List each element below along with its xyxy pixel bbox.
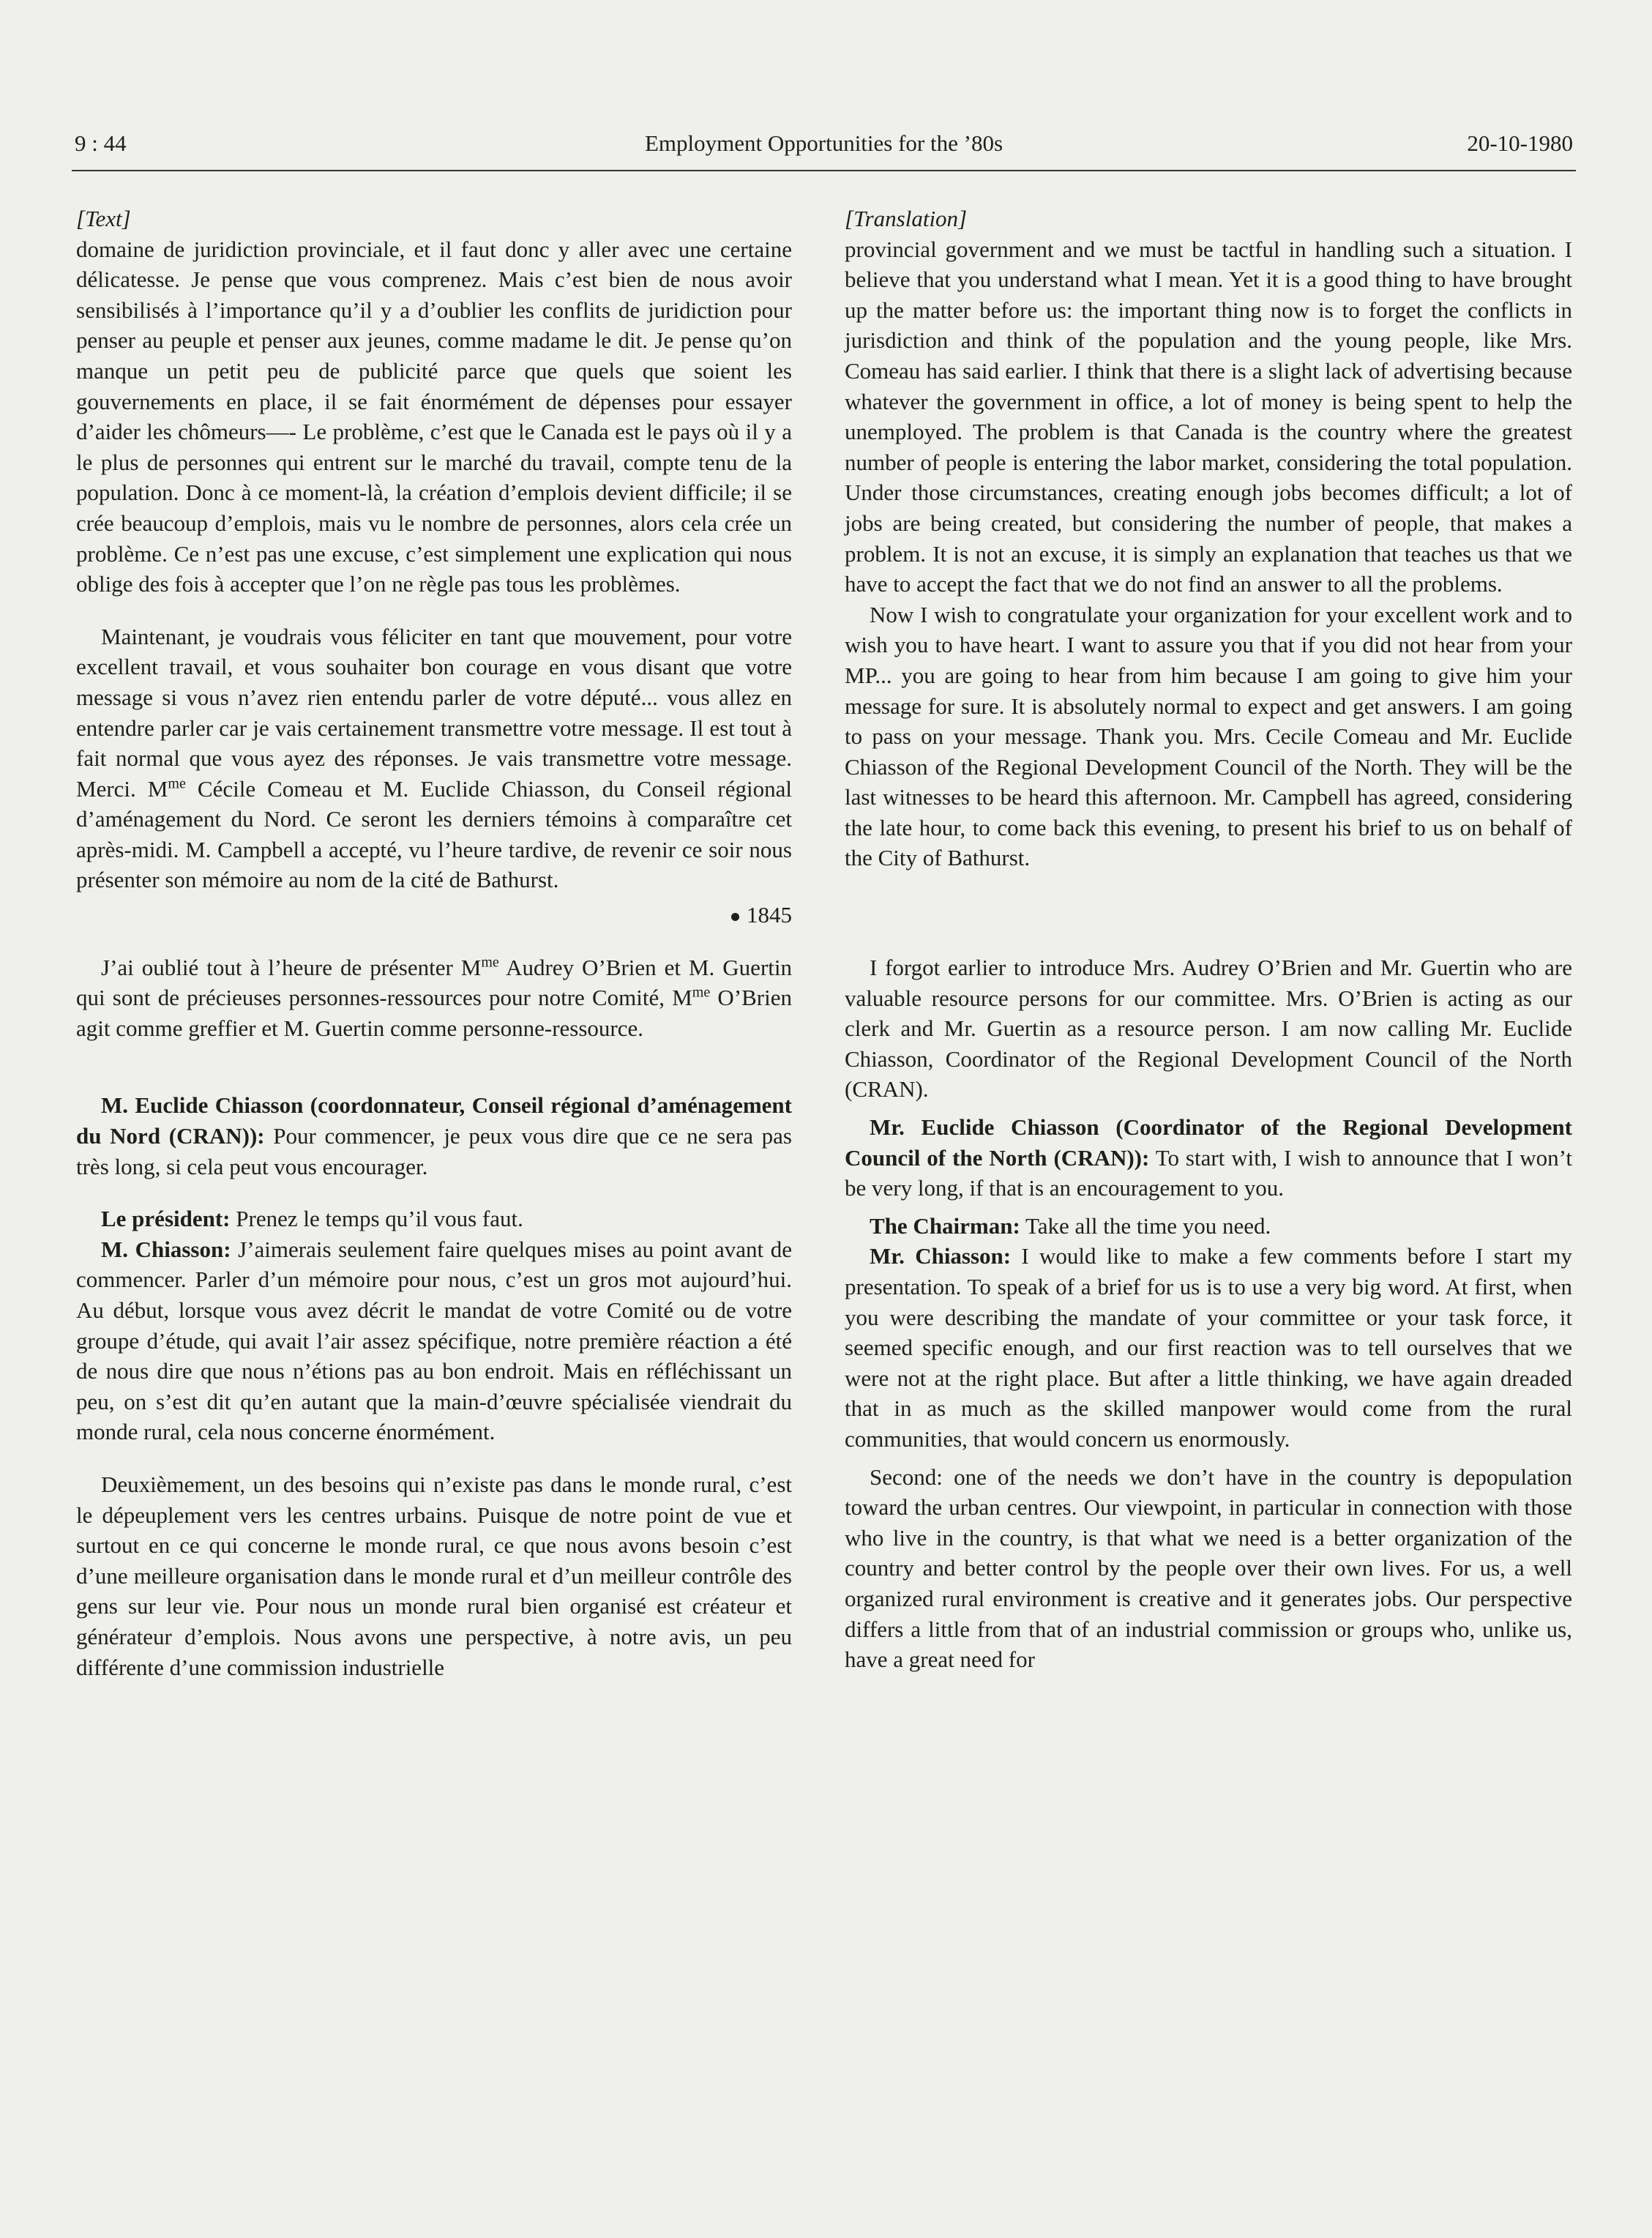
page-number: 9 : 44	[75, 130, 127, 156]
paragraph: provincial government and we must be tactful in handling such a situation. I believe that you understand what I mean. Yet it is a good thing to have brought up the matter before us: the important thing now is to forget the conflicts in jurisdiction and think of the population and the young people, like Mrs. Comeau has said earlier. I think that there is a slight lack of advertising because whatever the government in office, a lot of money is being spent to help the unemployed. The problem is that Canada is the country where the greatest number of people is entering the labor market, considering the total population. Under those circumstances, creating enough jobs becomes difficult; a lot of jobs are being created, but considering the number of people, that makes a problem. It is not an excuse, it is simply an explanation that teaches us that we have to accept the fact that we do not find an answer to all the problems.	[845, 236, 1572, 597]
paragraph: domaine de juridiction provinciale, et il faut donc y aller avec une certaine délicatesse. Je pense que vous comprenez. Mais c’est bien de nous avoir sensibilisés à l’importance qu’il y a d’oublier les conflits de juridiction pour penser au peuple et penser aux jeunes, comme madame le dit. Je pense qu’on manque un petit peu de publicité parce que quels que soient les gouvernements en place, il se fait énormément de dépenses pour essayer d’aider les chômeurs—- Le problème, c’est que le Canada est le pays où il y a le plus de personnes qui entrent sur le marché du travail, compte tenu de la population. Donc à ce moment-là, la création d’emplois devient difficile; il se crée beaucoup d’emplois, mais vu le nombre de personnes, alors cela crée un problème. Ce n’est pas une excuse, c’est simplement une explication qui nous oblige des fois à accepter que l’on ne règle pas tous les problèmes.	[76, 236, 792, 597]
speaker-name: The Chairman:	[870, 1212, 1020, 1239]
speaker-name: Le président:	[101, 1206, 231, 1232]
running-title: Employment Opportunities for the ’80s	[644, 130, 1003, 156]
text-label: [Text]	[76, 206, 131, 231]
speaker-name: M. Chiasson:	[101, 1236, 231, 1262]
speaker-name: Mr. Chiasson:	[870, 1243, 1012, 1269]
paragraph: Maintenant, je voudrais vous féliciter en tant que mouvement, pour votre excellent travail, et vous souhaiter bon courage en vous disant que votre message si vous n’avez rien entendu parler de votre député... vous allez en entendre parler car je vais certainement transmettre votre message. Il est tout à fait normal que vous ayez des réponses. Je vais transmettre votre message. Merci. $M^{me}$ Cécile Comeau et M. Euclide Chiasson, du Conseil régional d’aménagement du Nord. Ce seront les derniers témoins à comparaître cet après-midi. M. Campbell a accepté, vu l’heure tardive, de revenir ce soir nous présenter son mémoire au nom de la cité de Bathurst.	[76, 623, 792, 893]
speaker-name: M. Euclide Chiasson (coordonnateur, Conseil régional d’aménagement du Nord (CRAN)):	[76, 1092, 792, 1149]
speaker-paragraph: Le président: Prenez le temps qu’il vous faut.	[101, 1206, 523, 1232]
time-marker: 1845	[76, 900, 792, 930]
paragraph: J’ai oublié tout à l’heure de présenter $M^{me}$ Audrey O’Brien et M. Guertin qui sont de précieuses personnes-ressources pour notre Comité, $M^{me}$ O’Brien agit comme greffier et M. Guertin comme personne-ressource.	[76, 954, 792, 1041]
speaker-paragraph: The Chairman: Take all the time you need.	[870, 1212, 1271, 1239]
speaker-paragraph: Mr. Euclide Chiasson (Coordinator of the Regional Development Council of the North (CRAN)): To start with, I wish to announce that I won’t be very long, if that is an encouragement to you.	[845, 1114, 1572, 1201]
paragraph: Deuxièmement, un des besoins qui n’existe pas dans le monde rural, c’est le dépeuplement vers les centres urbains. Puisque de notre point de vue et surtout en ce qui concerne le monde rural, ce que nous avons besoin c’est d’une meilleure organisation dans le monde rural et d’un meilleur contrôle des gens sur leur vie. Pour nous un monde rural bien organisé est créateur et générateur d’emplois. Nous avons une perspective, à notre avis, un peu différente d’une commission industrielle	[76, 1471, 792, 1680]
paragraph: I forgot earlier to introduce Mrs. Audrey O’Brien and Mr. Guertin who are valuable resource persons for our committee. Mrs. O’Brien is acting as our clerk and Mr. Guertin as a resource person. I am now calling Mr. Euclide Chiasson, Coordinator of the Regional Development Council of the North (CRAN).	[845, 955, 1572, 1103]
speaker-paragraph: M. Chiasson: J’aimerais seulement faire quelques mises au point avant de commencer. Parler d’un mémoire pour nous, c’est un gros mot aujourd’hui. Au début, lorsque vous avez décrit le mandat de votre Comité ou de votre groupe d’étude, qui avait l’air assez spécifique, notre première réaction a été de nous dire que nous n’étions pas au bon endroit. Mais en réfléchissant un peu, on s’est dit qu’en autant que la main-d’œuvre spécialisée viendrait du monde rural, cela nous concerne énormément.	[76, 1236, 792, 1445]
speaker-paragraph: M. Euclide Chiasson (coordonnateur, Conseil régional d’aménagement du Nord (CRAN)): Pour commencer, je peux vous dire que ce ne sera pas très long, si cela peut vous encourager.	[76, 1092, 792, 1179]
header-date: 20-10-1980	[1467, 130, 1573, 156]
translation-label: [Translation]	[845, 206, 968, 231]
speaker-paragraph: Mr. Chiasson: I would like to make a few comments before I start my presentation. To speak of a brief for us is to use a very big word. At first, when you were describing the mandate of your committee or your task force, it seemed specific enough, and our first reaction was to tell ourselves that we were not at the right place. But after a little thinking, we have again dreaded that in as much as the skilled manpower would come from the rural communities, that would concern us enormously.	[845, 1243, 1572, 1452]
running-header	[72, 129, 1576, 171]
english-column	[845, 204, 1572, 1675]
paragraph: Second: one of the needs we don’t have in the country is depopulation toward the urban centres. Our viewpoint, in particular in connection with those who live in the country, is that what we need is a better organization of the country and better control by the people over their own lives. For us, a well organized rural environment is creative and it generates jobs. Our perspective differs a little from that of an industrial commission or groups who, unlike us, have a great need for	[845, 1463, 1572, 1673]
paragraph: Now I wish to congratulate your organization for your excellent work and to wish you to have heart. I want to assure you that if you did not hear from your MP... you are going to hear from him because I am going to give him your message for sure. It is absolutely normal to expect and get answers. I am going to pass on your message. Thank you. Mrs. Cecile Comeau and Mr. Euclide Chiasson of the Regional Development Council of the North. They will be the last witnesses to be heard this afternoon. Mr. Campbell has agreed, considering the late hour, to come back this evening, to present his brief to us on behalf of the City of Bathurst.	[845, 601, 1572, 871]
speaker-name: Mr. Euclide Chiasson (Coordinator of the Regional Development Council of the North (CRAN)):	[845, 1114, 1572, 1171]
french-column	[76, 204, 792, 1682]
bullet-icon	[731, 913, 739, 921]
